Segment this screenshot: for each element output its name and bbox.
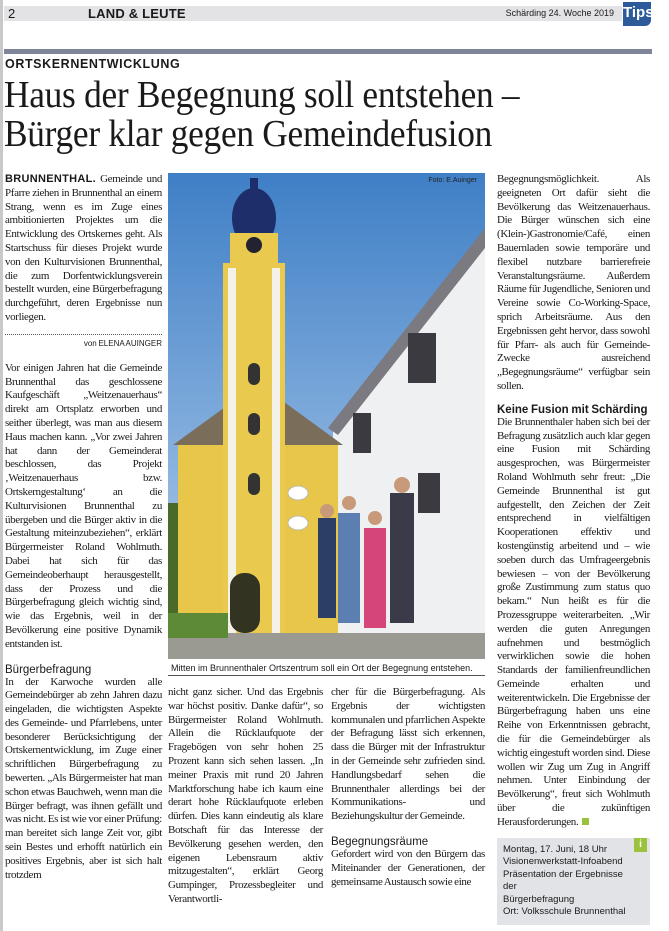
- info-line: Visionenwerkstatt-Infoabend: [503, 856, 623, 868]
- page-number: 2: [8, 6, 16, 21]
- headline-line-2: Bürger klar gegen Gemeindefusion: [4, 113, 492, 155]
- section-title: LAND & LEUTE: [88, 6, 186, 21]
- subheading: Bürgerbefragung: [5, 663, 92, 676]
- column-3: [331, 686, 485, 889]
- page-header: [4, 6, 622, 21]
- byline: von ELENA AUINGER: [5, 334, 162, 348]
- info-box: [497, 838, 650, 925]
- info-icon: i: [634, 838, 647, 852]
- photo-caption: Mitten im Brunnenthaler Ortszentrum soll ein Ort der Begegnung entstehen.: [168, 660, 485, 676]
- body-paragraph: In der Karwoche wurden alle Gemeindebürger ab zehn Jahren dazu eingeladen, die wichtigsten Aspekte des Gemeinde- und Pfarrlebens, unter besonderer Berücksichtigung der Ortskernentwicklung, im Zuge einer schriftlichen Bürgerbefragung zu bewerten. „Als Bürgermeister hat man schon etwas Bauchweh, wenn man die Bürger befragt, was ihnen gefällt und was nicht. Es ist wie vor einer Prüfung: man bereitet sich lange Zeit vor, gibt sein Bestes und erhofft natürlich ein positives Ergebnis, aber ist sich halt trotzdem: [5, 675, 162, 881]
- kicker: ORTSKERNENTWICKLUNG: [5, 57, 181, 71]
- body-paragraph: Gefordert wird von den Bürgern das Miteinander der Generationen, der gemeinsame Austausch sowie eine: [331, 847, 485, 888]
- body-paragraph: [497, 416, 650, 830]
- church-photo: [168, 173, 485, 659]
- page-margin-bar: [0, 0, 3, 931]
- info-line: Montag, 17. Juni, 18 Uhr: [503, 843, 608, 855]
- info-line: Bürgerbefragung: [503, 893, 575, 905]
- dateline: BRUNNENTHAL.: [5, 173, 96, 185]
- column-4: [497, 173, 650, 925]
- lead-text: Gemeinde und Pfarre ziehen in Brunnenthal an einem Strang, wenn es im Zuge eines ambitionierten Projektes um die Entwicklung des Ortskernes geht. Als Startschuss für dieses Projekt wurde von den Kulturvisionen Brunnenthal, die zum Dorfentwicklungsverein bestellt wurden, eine Bürgerbefragung durchgeführt, deren Ergebnisse nun vorliegen.: [5, 173, 162, 323]
- body-paragraph: cher für die Bürgerbefragung. Als Ergebnis der wichtigsten kommunalen und pfarrlichen Aspekte der Befragung lässt sich erkennen, dass die Bürger mit der Infrastruktur in der Gemeinde sehr zufrieden sind. Handlungsbedarf sehen die Brunnenthaler allerdings bei der Kommunikations- und Beziehungskultur der Gemeinde.: [331, 686, 485, 823]
- end-mark-icon: [582, 818, 589, 825]
- tips-logo: Tips: [623, 2, 651, 26]
- edition-info: Schärding 24. Woche 2019: [505, 8, 614, 18]
- info-line: Ort: Volksschule Brunnenthal: [503, 906, 626, 918]
- body-paragraph: nicht ganz sicher. Und das Ergebnis war höchst positiv. Danke dafür“, so Bürgermeister Roland Wohlmuth. Allein die Rücklaufquote der Fragebögen von sehr hohen 25 Prozent kann sich sehen lassen. „In meiner Praxis mit rund 20 Jahren Marktforschung habe ich kaum eine derart hohe Rücklaufquote erleben dürfen. Dies kann eindeutig als klare Botschaft für das Interesse der Bevölkerung gesehen werden, den eigenen Lebensraum aktiv mitzugestalten“, erklärt Georg Gumpinger, Prozessbegleiter und Verantwortli-: [168, 686, 323, 905]
- lead-paragraph: [5, 173, 162, 325]
- photo-credit: Foto: E.Auinger: [428, 177, 477, 184]
- column-1: [5, 173, 162, 882]
- column-2: [168, 686, 323, 907]
- headline-line-1: Haus der Begegnung soll entstehen –: [4, 74, 520, 116]
- body-text: Die Brunnenthaler haben sich bei der Befragung zusätzlich auch klar gegen eine Fusion mit Schärding ausgesprochen, was Bürgermeister Roland Wohlmuth sehr freut: „Die Gemeinde Brunnenthal ist gut aufgestellt, den Zeichen der Zeit entsprechend in vielfältigen Kooperationen effektiv und kostengünstig arbeitend und – wie soeben durch das Umfrageergebnis bewiesen – von der Bevölkerung große Zustimmung zum status quo bekam.“ Nun heißt es für die Prozessgruppe weiterarbeiten. „Wir werden die guten Anregungen aufnehmen und bestmöglich verwirklichen sowie die hohen Standards der familienfreundlichen Gemeinde erhalten und weiterentwickeln. Die Ergebnisse der Bürgerbefragung haben uns eine Reihe von Erkenntnissen gebracht, die für die Gemeindebürger als wichtig eingestuft worden sind. Diese wollen wir Zug um Zug in Angriff nehmen. Unter Einbindung der Bevölkerung“, freut sich Wohlmuth über die zukünftigen Herausforderungen.: [497, 415, 650, 828]
- info-line: Präsentation der Ergebnisse der: [503, 868, 623, 893]
- subheading: Keine Fusion mit Schärding: [497, 403, 648, 416]
- header-rule: [4, 49, 652, 54]
- church-photo-image: [168, 173, 485, 659]
- body-paragraph: Vor einigen Jahren hat die Gemeinde Brunnenthal das geschlossene Kaufgeschäft „Weitzenauerhaus“ direkt am Ortsplatz erworben und seither überlegt, was man aus diesem Haus machen kann. „Vor zwei Jahren hat dann der Gemeinderat beschlossen, das Projekt ‚Weitzenauerhaus bzw. Ortskerngestaltung‘ an die Kulturvisionen Brunnenthal zu übergeben und die Bürger aktiv in die Gestaltung miteinzubeziehen“, erklärt Bürgermeister Roland Wohlmuth. Dabei hat sich für das Gemeindeoberhaupt herausgestellt, dass der Prozess und die Bürgerbefragung gleich wichtig sind, wie das Ergebnis, weil in der Bevölkerung eine positive Dynamik entstanden ist.: [5, 361, 162, 650]
- subheading: Begegnungsräume: [331, 835, 429, 848]
- body-paragraph: Begegnungsmöglichkeit. Als geeigneten Ort dafür sieht die Bevölkerung das Weitzenauerhaus. Die Bürger wünschen sich eine (Klein-)Gastronomie/Café, einen Bauernladen sowie temporäre und flexibel nutzbare barrierefreie Veranstaltungsräume. Außerdem Räume für Jugendliche, Senioren und Vereine sowie Co-Working-Space, sprich Arbeitsräume. Aus den Ergebnissen geht hervor, dass sowohl für Pfarr- als auch für Gemeinde-Zwecke ausreichend „Begegnungsräume“ verfügbar sein sollen.: [497, 173, 650, 392]
- headline: [4, 76, 618, 154]
